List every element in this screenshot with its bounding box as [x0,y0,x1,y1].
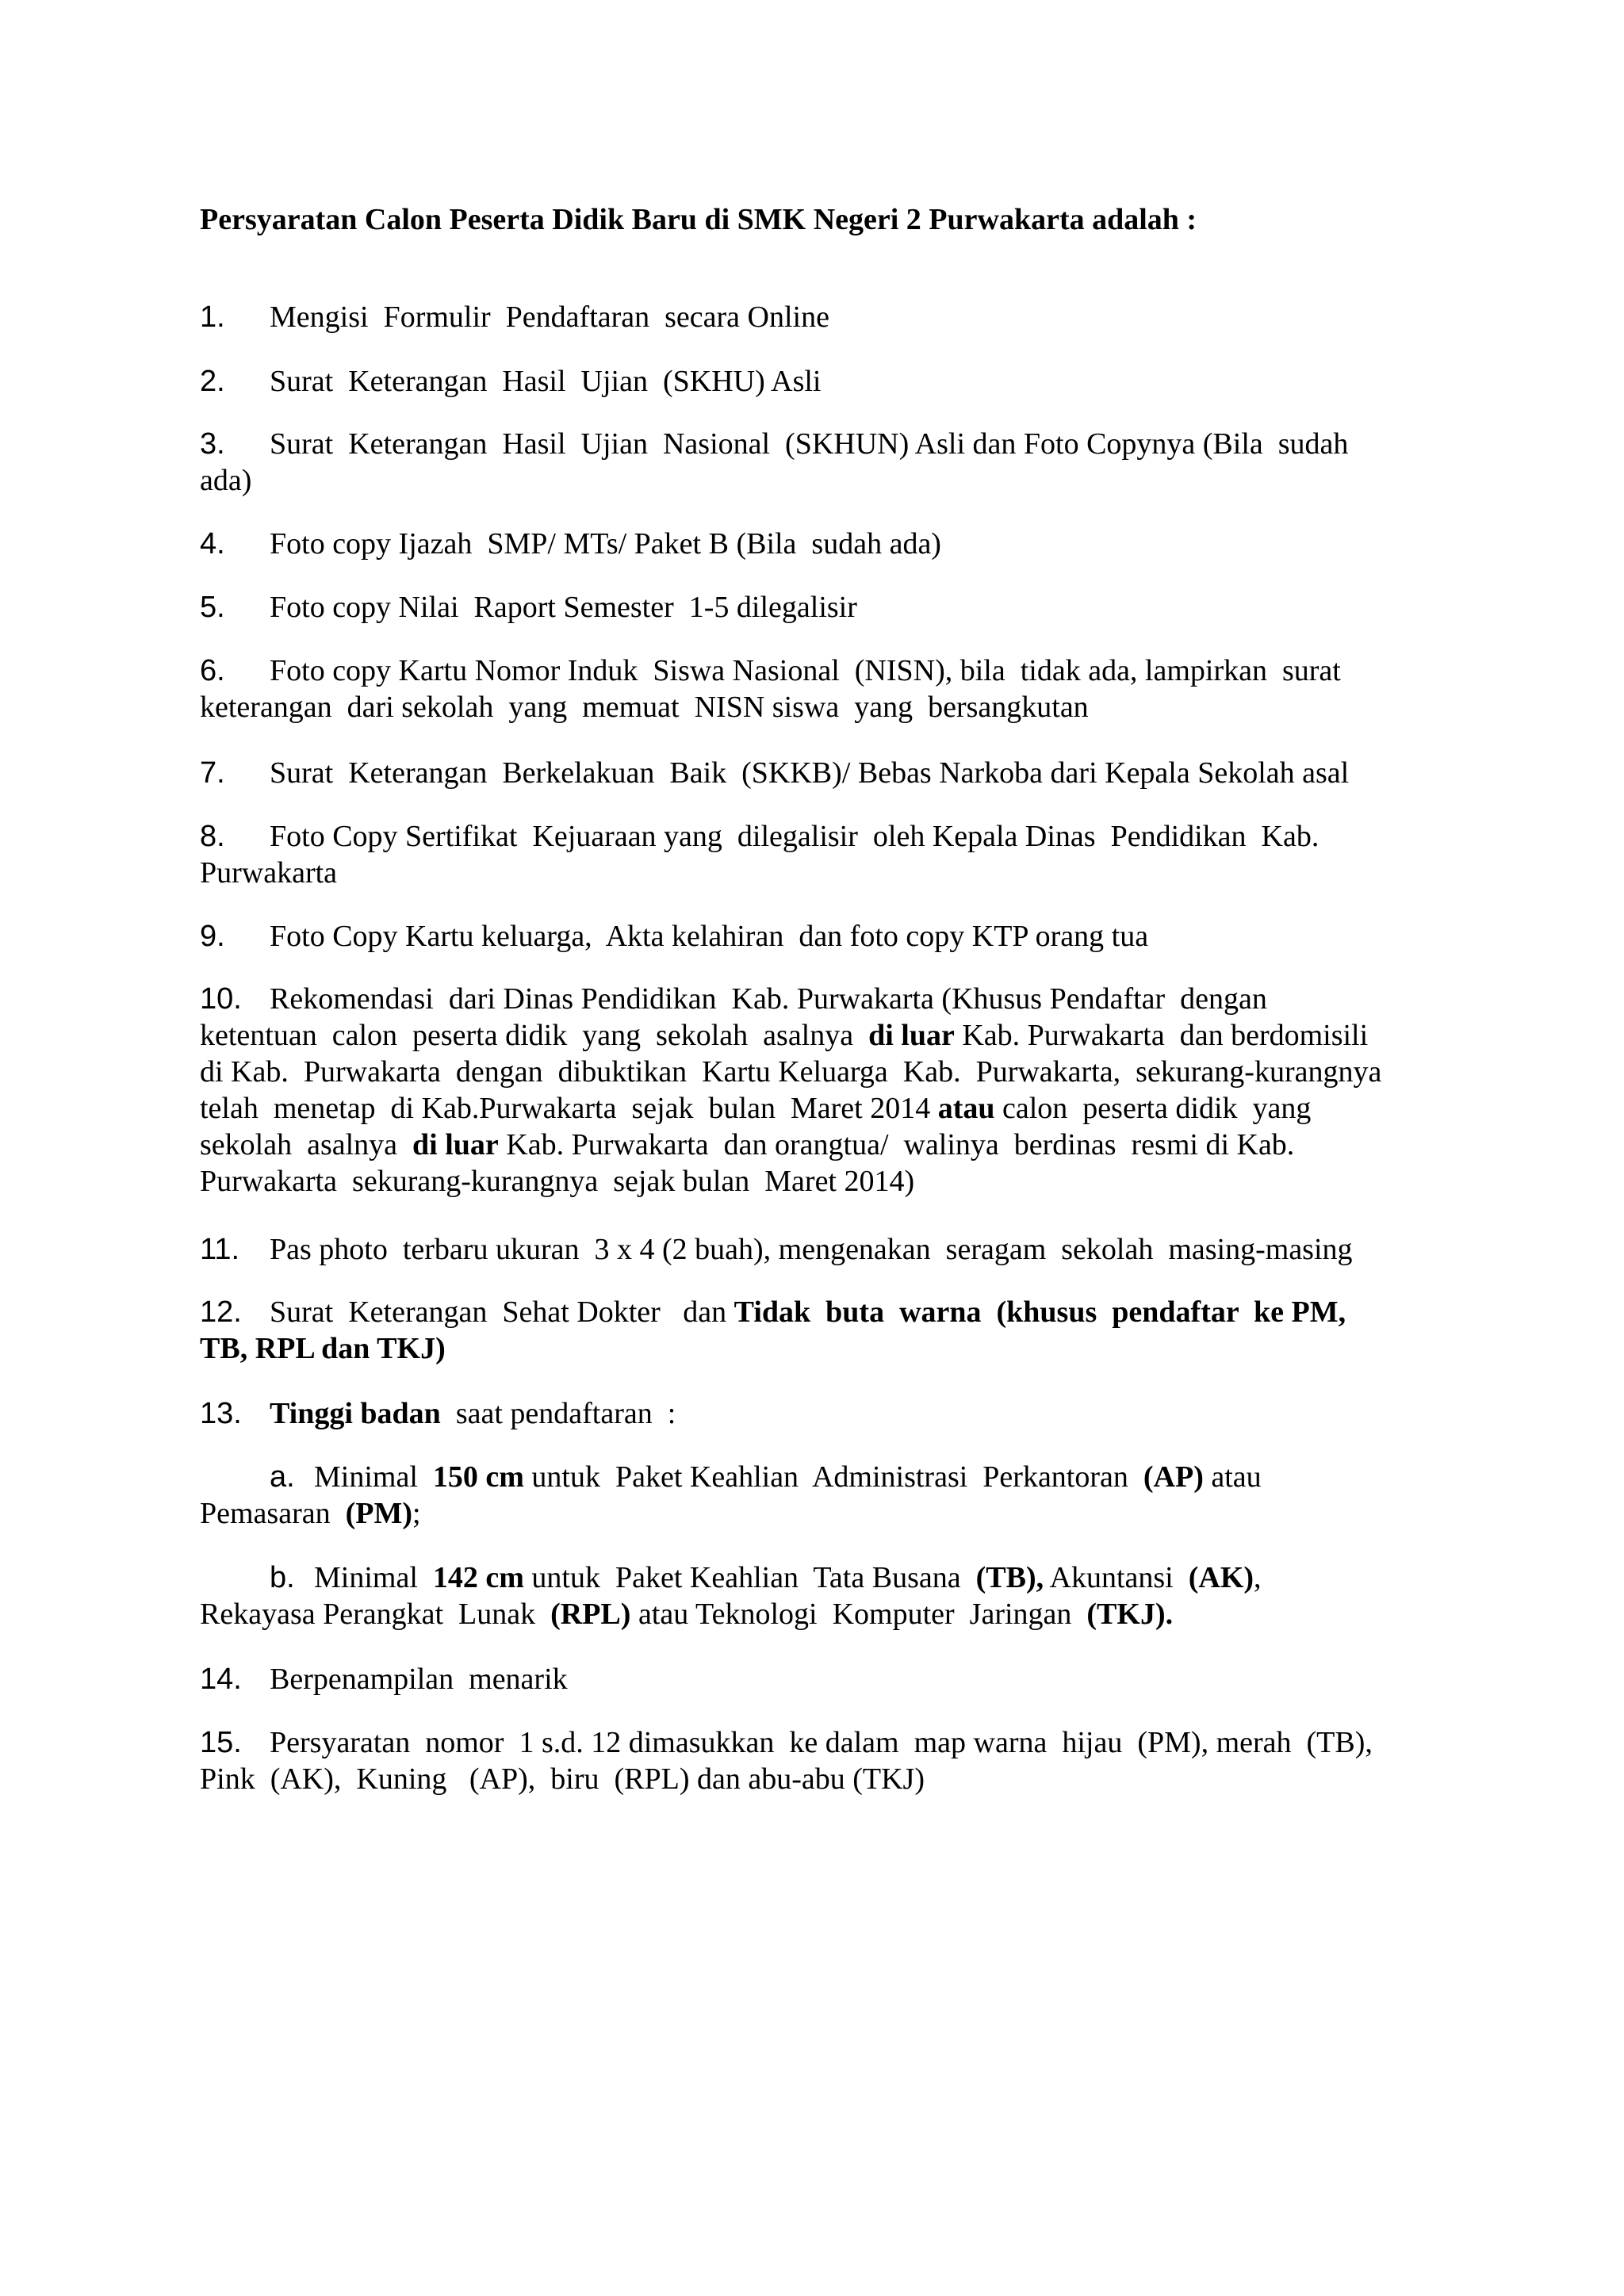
bold-text: (AK) [1188,1561,1254,1594]
bold-text: TB, RPL dan TKJ) [200,1332,446,1365]
item-text: calon peserta didik yang [994,1092,1312,1125]
item-number: 3. [200,427,225,461]
item-text: Persyaratan nomor 1 s.d. 12 dimasukkan ke dalam map warna hijau (PM), merah (TB), [270,1726,1373,1759]
item-number: 5. [200,591,225,624]
item-number: 7. [200,756,225,790]
item-number: 12. [200,1295,242,1329]
bold-text: (RPL) [550,1598,631,1631]
item-line [200,1090,1437,1127]
item-text: Kab. Purwakarta dan orangtua/ walinya berdinas resmi di Kab. [498,1128,1295,1161]
item-text: ketentuan calon peserta didik yang sekolah asalnya [200,1019,869,1052]
document-title: Persyaratan Calon Peserta Didik Baru di SMK Negeri 2 Purwakarta adalah : [200,203,1197,236]
item-text: Minimal [314,1561,433,1594]
bold-text: (TB), [975,1561,1044,1594]
item-text: Surat Keterangan Berkelakuan Baik (SKKB)/ Bebas Narkoba dari Kepala Sekolah asal [270,756,1350,790]
item-line [200,1054,1437,1090]
list-item [200,1231,1437,1268]
item-text: Purwakarta [200,856,338,890]
bold-text: di luar [868,1019,955,1052]
sub-list-item [200,1559,1437,1632]
item-text: atau [1203,1460,1262,1494]
item-text: Foto Copy Sertifikat Kejuaraan yang dilegalisir oleh Kepala Dinas Pendidikan Kab. [270,820,1320,853]
item-line [200,755,1437,791]
item-number: 11. [200,1233,240,1266]
item-text: keterangan dari sekolah yang memuat NISN siswa yang bersangkutan [200,691,1089,724]
item-line [200,1761,1437,1797]
item-text: Surat Keterangan Sehat Dokter dan [270,1295,734,1329]
item-number: 2. [200,365,225,398]
item-text: atau Teknologi Komputer Jaringan [630,1598,1087,1631]
item-text: Minimal [314,1460,433,1494]
item-text: ; [412,1497,421,1530]
item-number: 1. [200,300,225,334]
item-text: Pink (AK), Kuning (AP), biru (RPL) dan abu-abu (TKJ) [200,1762,925,1796]
item-number: 10. [200,982,242,1016]
item-number: 4. [200,527,225,561]
item-number: 15. [200,1726,242,1759]
item-line [270,1459,1437,1495]
item-text: Surat Keterangan Hasil Ujian (SKHU) Asli [270,365,822,398]
bold-text: di luar [412,1128,499,1161]
item-text: sekolah asalnya [200,1128,413,1161]
item-text: , [1254,1561,1262,1594]
item-text: Rekomendasi dari Dinas Pendidikan Kab. Purwakarta (Khusus Pendaftar dengan [270,982,1267,1016]
item-line [270,1559,1437,1596]
item-number: 6. [200,654,225,687]
list-item [200,426,1437,499]
item-text: telah menetap di Kab.Purwakarta sejak bulan Maret 2014 [200,1092,938,1125]
item-text: Foto copy Nilai Raport Semester 1-5 dilegalisir [270,591,857,624]
list-item [200,981,1437,1200]
bold-text: Tidak buta warna (khusus pendaftar ke PM, [733,1295,1346,1329]
item-line [200,1017,1437,1054]
list-item [200,755,1437,791]
item-line [200,299,1437,335]
list-item [200,1661,1437,1697]
list-item [200,1294,1437,1367]
item-text: Surat Keterangan Hasil Ujian Nasional (SKHUN) Asli dan Foto Copynya (Bila sudah [270,427,1349,461]
item-line [200,1596,1437,1632]
item-line [200,526,1437,562]
item-text: Rekayasa Perangkat Lunak [200,1598,551,1631]
item-line [200,855,1437,891]
item-line [200,981,1437,1017]
bold-text: atau [937,1092,995,1125]
sub-list-item [200,1459,1437,1532]
item-line [200,1294,1437,1330]
bold-text: (TKJ). [1086,1598,1174,1631]
item-line [200,589,1437,626]
item-number: 14. [200,1663,242,1696]
item-text: Akuntansi [1044,1561,1189,1594]
item-line [200,462,1437,499]
item-text: Berpenampilan menarik [270,1663,568,1696]
item-line [200,1231,1437,1268]
item-number: a. [270,1460,295,1494]
item-number: 13. [200,1397,242,1430]
item-line [200,1395,1437,1432]
list-item [200,363,1437,400]
item-number: 9. [200,920,225,953]
item-line [200,1163,1437,1200]
item-text: untuk Paket Keahlian Tata Busana [523,1561,976,1594]
bold-text: Tinggi badan [270,1397,441,1430]
item-text: Mengisi Formulir Pendaftaran secara Online [270,300,829,334]
item-line [200,363,1437,400]
item-line [200,426,1437,462]
list-item [200,526,1437,562]
item-line [200,818,1437,855]
item-text: Foto copy Kartu Nomor Induk Siswa Nasional (NISN), bila tidak ada, lampirkan surat [270,654,1341,687]
item-line [200,918,1437,955]
item-text: Pas photo terbaru ukuran 3 x 4 (2 buah), mengenakan seragam sekolah masing-masing [270,1233,1353,1266]
item-text: Foto copy Ijazah SMP/ MTs/ Paket B (Bila sudah ada) [270,527,941,561]
item-text: ada) [200,464,252,497]
bold-text: 142 cm [432,1561,524,1594]
list-item [200,1724,1437,1797]
bold-text: (PM) [345,1497,412,1530]
item-line [200,689,1437,725]
list-item [200,652,1437,725]
item-line [200,1495,1437,1532]
item-line [200,1661,1437,1697]
item-text: Purwakarta sekurang-kurangnya sejak bulan Maret 2014) [200,1165,915,1198]
list-item [200,918,1437,955]
bold-text: 150 cm [432,1460,524,1494]
list-item [200,299,1437,335]
item-text: Foto Copy Kartu keluarga, Akta kelahiran dan foto copy KTP orang tua [270,920,1149,953]
list-item [200,818,1437,891]
item-text: saat pendaftaran : [440,1397,676,1430]
item-text: Kab. Purwakarta dan berdomisili [954,1019,1369,1052]
bold-text: (AP) [1143,1460,1204,1494]
item-number: b. [270,1561,295,1594]
item-line [200,1127,1437,1163]
item-line [200,1330,1437,1367]
item-text: di Kab. Purwakarta dengan dibuktikan Kartu Keluarga Kab. Purwakarta, sekurang-kurangnya [200,1055,1382,1089]
item-line [200,652,1437,689]
list-item [200,589,1437,626]
item-number: 8. [200,820,225,853]
list-item [200,1395,1437,1432]
item-line [200,1724,1437,1761]
item-text: untuk Paket Keahlian Administrasi Perkantoran [523,1460,1143,1494]
item-text: Pemasaran [200,1497,346,1530]
